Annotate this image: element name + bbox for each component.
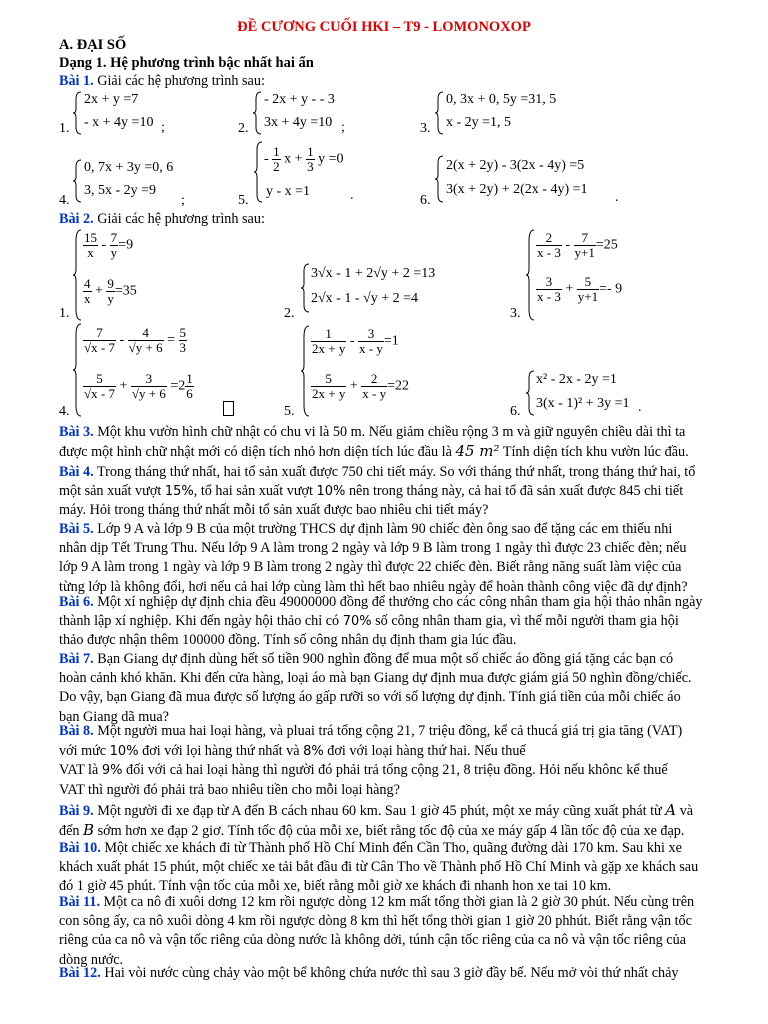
bai2-item-5-number: 5. — [284, 404, 295, 419]
math-expression: 8% — [303, 743, 324, 759]
math-expression: B — [83, 821, 95, 840]
fraction — [577, 275, 599, 304]
placeholder-box-icon — [223, 401, 234, 416]
text-line: đơi với loại hàng thứ hai. Nếu thuế — [327, 742, 526, 759]
bai2-system-6-suffix: . — [638, 400, 642, 415]
bai1-system-3-eq2: x - 2y =1, 5 — [446, 115, 512, 130]
brace-icon — [526, 229, 536, 321]
bai2-system-5-eq2: $\frac{5}{2x + y}$ + $\frac{2}{x - y}$ =22 — [312, 371, 409, 401]
bai1-system-1-eq2: - x + 4y =10 — [84, 115, 154, 130]
bai2-system-5 — [301, 325, 451, 417]
brace-icon — [526, 370, 536, 416]
fraction-numerator: 3 — [358, 327, 384, 342]
brace-icon — [73, 229, 83, 321]
bai2-system-2 — [301, 263, 466, 313]
math-expression: 10% — [316, 484, 346, 500]
bai2-system-3 — [526, 229, 676, 321]
fraction-numerator: 1 — [307, 144, 314, 159]
bai1-item-5-number: 5. — [238, 193, 249, 208]
bai2-intro — [59, 211, 265, 228]
fraction-denominator: y+1 — [577, 289, 599, 304]
text-line: máy. Hỏi trong tháng thứ nhất mỗi tổ sản xuất được bao nhiêu chi tiết máy? — [59, 502, 489, 519]
text-line: đối với cả hai loại hàng thì người đó phải trả tổng cộng 21, 8 triệu đồng. Hỏi nếu khônc kể thuế — [126, 762, 668, 779]
bai9-paragraph — [59, 801, 749, 841]
bai2-system-6 — [526, 370, 656, 416]
fraction-denominator: 6 — [186, 386, 193, 401]
bai12-paragraph — [59, 964, 749, 983]
fraction-denominator: √x - 7 — [84, 386, 115, 401]
text-line: Bạn Giang dự định dùng hết số tiền 900 nghìn đồng để mua một số chiếc áo đồng giá tặng các bạn có — [97, 651, 674, 667]
text-line: riêng của ca nô và vận tốc riêng của dòng nước là không dởi, túnh cận tốc riêng của ca nô và vận tốc riêng của — [59, 932, 687, 949]
text-line: VAT thì người đó phải trả bao nhiêu tiền cho mỗi loại hàng? — [59, 781, 400, 798]
text-line: đó 1 giờ 45 phút. Tính vận tốc của mỗi xe, biết rằng mỗi giờ xe khách đi nhanh hon xe tai 10 km. — [59, 878, 612, 895]
bai2-prompt: Giải các hệ phương trình sau: — [93, 211, 265, 227]
fraction — [361, 372, 387, 401]
text-line: Một người đi xe đạp từ A đến B cách nhau 60 km. Sau 1 giờ 45 phút, một xe máy cũng xuất phát từ — [97, 803, 662, 819]
fraction — [83, 277, 92, 306]
subsection-heading: Dạng 1. Hệ phương trình bậc nhất hai ẩn — [59, 55, 314, 71]
fraction — [83, 326, 116, 355]
bai1-system-4-suffix: ; — [181, 193, 185, 208]
text-line: Tính diện tích khu vườn lúc đầu. — [502, 444, 689, 461]
fraction-numerator: 1 — [273, 144, 280, 159]
bai1-system-1-suffix: ; — [161, 120, 165, 135]
fraction — [306, 145, 315, 174]
bai10-paragraph — [59, 839, 749, 897]
fraction — [179, 326, 188, 355]
fraction-denominator: x - y — [362, 386, 387, 401]
rhs: =35 — [114, 283, 137, 299]
bai1-system-4-eq1: 0, 7x + 3y =0, 6 — [84, 160, 174, 175]
bai1-item-4-number: 4. — [59, 193, 70, 208]
brace-icon — [253, 91, 263, 135]
bai2-item-4-number: 4. — [59, 404, 70, 419]
bai2-item-6-number: 6. — [510, 404, 521, 419]
rhs: =25 — [595, 237, 618, 253]
bai8-label: Bài 8. — [59, 723, 94, 739]
text-line: đến — [59, 823, 80, 840]
fraction-denominator: √x - 7 — [84, 340, 115, 355]
bai1-item-6-number: 6. — [420, 193, 431, 208]
fraction-numerator: 2 — [536, 231, 562, 246]
bai1-system-2-suffix: ; — [341, 120, 345, 135]
bai2-item-2-number: 2. — [284, 306, 295, 321]
text-line: Lớp 9 A và lớp 9 B của một trường THCS dự định làm 90 chiếc đèn ông sao để tặng các em thiếu nhi — [97, 521, 673, 537]
fraction — [536, 231, 562, 260]
document-title: ĐỀ CƯƠNG CUỐI HKI – T9 - LOMONOXOP — [237, 19, 531, 35]
fraction — [311, 327, 346, 356]
bai2-system-3-eq2: $\frac{3}{x - 3}$ + $\frac{5}{y+1}$ =- 9 — [537, 274, 623, 304]
text-line: được một hình chữ nhật mới có diện tích nhỏ hơn diện tích lúc đầu là — [59, 444, 452, 461]
fraction — [110, 231, 119, 260]
math-expression: 15% — [164, 484, 194, 500]
fraction — [536, 275, 562, 304]
bai1-item-3-number: 3. — [420, 121, 431, 136]
text-line: VAT là — [59, 762, 99, 779]
fraction — [83, 231, 98, 260]
text-line: , tổ hai sản xuất vượt — [193, 483, 313, 500]
bai3-label: Bài 3. — [59, 424, 94, 440]
bai2-system-1-eq1: $\frac{15}{x}$ - $\frac{7}{y}$ =9 — [84, 230, 134, 260]
fraction-numerator: 4 — [84, 276, 91, 291]
bai2-item-1-number: 1. — [59, 306, 70, 321]
text-line: con sông ấy, ca nô xuôi dòng 4 km rồi ngược dòng 8 km thì hết tổng thời gian 1 giờ 20 phhút. Biết rằng vận tốc — [59, 913, 692, 930]
bai6-paragraph — [59, 593, 749, 651]
fraction — [574, 231, 596, 260]
fraction-denominator: 2x + y — [312, 341, 346, 356]
text-line: với mức — [59, 742, 107, 759]
bai7-label: Bài 7. — [59, 651, 94, 667]
brace-icon — [73, 159, 83, 203]
text-line: thảo được nhận thêm 100000 đồng. Tính số công nhân dụ định tham gia lúc đầu. — [59, 632, 517, 649]
fraction-denominator: 3 — [179, 340, 187, 355]
brace-icon — [73, 323, 83, 417]
text-line: lớp 9 A làm trong 1 ngày và lớp 9 B làm trong 2 ngày thì được 22 chiếc đèn. Biết rằng năng suất làm việc của — [59, 559, 682, 576]
text-line: dòng nước. — [59, 951, 124, 968]
fraction — [358, 327, 384, 356]
bai6-label: Bài 6. — [59, 594, 94, 610]
text-line: Do vậy, bạn Giang đã mua được số lượng áo gấp rưỡi so với số lượng dự định. Tính giá tiền của mỗi chiếc áo — [59, 689, 681, 706]
rhs: =9 — [118, 237, 134, 253]
text-line: từng lớp là không đổi, hơi nếu cả hai lớp cùng làm thì hết bao nhiêu ngày để hoàn thành công việc đã dự định? — [59, 578, 688, 595]
fraction-numerator: 3 — [536, 275, 562, 290]
bai1-prompt: Giải các hệ phương trình sau: — [93, 73, 265, 89]
fraction-denominator: y+1 — [574, 245, 595, 260]
bai7-paragraph — [59, 650, 749, 727]
bai2-system-1-eq2: $\frac{4}{x}$ + $\frac{9}{y}$ =35 — [84, 276, 137, 306]
bai1-system-3 — [435, 91, 585, 135]
bai1-system-5-suffix: . — [350, 188, 354, 203]
text-line: nên trong tháng này, cả hai tổ đã sản xuất được 845 chi tiết — [348, 483, 684, 500]
fraction-numerator: 5 — [577, 275, 599, 290]
fraction — [128, 326, 164, 355]
fraction-denominator: x - 3 — [537, 289, 561, 304]
fraction-denominator: x — [84, 291, 91, 306]
bai2-system-4-eq2: $\frac{5}{√x - 7}$ + $\frac{3}{√y + 6}$ =2 $\frac{1}{6}$ — [84, 371, 193, 401]
bai1-item-1-number: 1. — [59, 121, 70, 136]
fraction — [83, 372, 116, 401]
text-line: hoàn cảnh khó khăn. Khi đến cửa hàng, loại áo mà bạn Giang dự định mua được giám giá 50 nghìn đồng/chiếc. — [59, 670, 692, 687]
text-line: Một chiếc xe khách đi từ Thành phố Hồ Chí Minh đến Cần Tho, quãng đường dài 170 km. Sau khi xe — [104, 840, 682, 856]
brace-icon — [435, 155, 445, 203]
brace-icon — [254, 141, 264, 203]
fraction-numerator: 9 — [107, 276, 114, 291]
fraction-denominator: x - 3 — [537, 245, 561, 260]
text-line: nhân dịp Tết Trung Thu. Nếu lớp 9 A làm trong 2 ngày và lớp 9 B làm trong 1 ngày thì được 23 chiếc đèn; nếu — [59, 540, 687, 557]
bai1-system-1-eq1: 2x + y =7 — [84, 92, 139, 107]
bai1-system-5-eq2: y - x =1 — [266, 184, 311, 199]
bai11-label: Bài 11. — [59, 894, 100, 910]
text-line: bạn Giang dã mua? — [59, 708, 169, 725]
bai1-system-6 — [435, 155, 625, 203]
fraction-denominator: √y + 6 — [131, 386, 166, 401]
bai2-system-5-eq1: $\frac{1}{2x + y}$ - $\frac{3}{x - y}$ =1 — [312, 326, 399, 356]
fraction — [131, 372, 167, 401]
brace-icon — [435, 91, 445, 135]
text-line: Trong tháng thứ nhất, hai tổ sản xuất được 750 chi tiết máy. So với tháng thứ nhất, trong tháng thứ hai, tổ — [96, 464, 696, 480]
bai1-system-2-eq2: 3x + 4y =10 — [264, 115, 333, 130]
text-line: Một người mua hai loại hàng, và pluai trá tổng cộng 21, 7 triệu đồng, kể cả thucá giá trị gia tăng (VAT) — [97, 723, 683, 739]
text-line: số công nhân tham gia, vì thế mỗi người tham gia hội — [375, 613, 679, 630]
bai1-system-6-eq1: 2(x + 2y) - 3(2x - 4y) =5 — [446, 158, 585, 173]
fraction-numerator: 1 — [186, 371, 193, 386]
bai1-system-3-eq1: 0, 3x + 0, 5y =31, 5 — [446, 92, 557, 107]
bai3-paragraph — [59, 423, 749, 462]
fraction-denominator: 2 — [273, 159, 280, 174]
bai1-system-1 — [73, 91, 193, 135]
bai1-label: Bài 1. — [59, 73, 94, 89]
bai1-system-2-eq1: - 2x + y - - 3 — [264, 92, 335, 107]
text-line: và — [679, 803, 694, 819]
fraction-denominator: y — [110, 245, 118, 260]
fraction-numerator: 4 — [128, 326, 164, 341]
bai1-intro — [59, 73, 265, 90]
brace-icon — [301, 263, 311, 313]
bai8-paragraph — [59, 722, 749, 800]
bai1-system-4-eq2: 3, 5x - 2y =9 — [84, 183, 157, 198]
text-line: khách xuất phát 15 phút, một chiếc xe tải bắt đầu đi từ Cân Tho về Thành phố Hồ Chí Minh và gặp xe khách sau — [59, 859, 699, 876]
bai2-system-4-eq1: $\frac{7}{√x - 7}$ - $\frac{4}{√y + 6}$ = $\frac{5}{3}$ — [84, 325, 187, 355]
section-heading: A. ĐẠI SỐ — [59, 37, 127, 53]
bai4-label: Bài 4. — [59, 464, 94, 480]
rhs: =22 — [387, 378, 409, 394]
bai9-label: Bài 9. — [59, 803, 94, 819]
fraction-numerator: 2 — [361, 372, 387, 387]
fraction-numerator: 3 — [131, 372, 167, 387]
fraction-numerator: 5 — [311, 372, 346, 387]
bai1-system-6-suffix: . — [615, 190, 619, 205]
bai2-system-2-eq2: 2√x - 1 - √y + 2 =4 — [311, 291, 418, 306]
fraction — [272, 145, 281, 174]
bai2-label: Bài 2. — [59, 211, 94, 227]
math-expression: 45 m² — [455, 442, 500, 461]
bai1-system-6-eq2: 3(x + 2y) + 2(2x - 4y) =1 — [446, 182, 588, 197]
bai1-system-5-eq1: - $\frac{1}{2}$ x + $\frac{1}{3}$ y =0 — [264, 144, 344, 174]
brace-icon — [73, 91, 83, 135]
bai2-item-3-number: 3. — [510, 306, 521, 321]
bai1-item-2-number: 2. — [238, 121, 249, 136]
math-expression: 9% — [101, 763, 123, 779]
math-expression: 70% — [342, 614, 372, 630]
fraction-denominator: x — [87, 245, 94, 260]
text-line: Một ca nô đi xuôi dơng 12 km rồi ngược dòng 12 km mất tổng thời gian là 2 giờ 30 phút. Nếu cùng trên — [103, 894, 695, 910]
bai1-system-4 — [73, 159, 208, 208]
bai2-system-3-eq1: $\frac{2}{x - 3}$ - $\frac{7}{y+1}$ =25 — [537, 230, 618, 260]
text-line: Một khu vườn hình chữ nhật có chu vi là 50 m. Nếu giảm chiều rộng 3 m và giữ nguyên chiều dài thì ta — [97, 424, 686, 440]
bai2-system-4 — [73, 323, 243, 417]
fraction-numerator: 1 — [311, 327, 346, 342]
fraction-denominator: √y + 6 — [128, 340, 163, 355]
fraction-numerator: 5 — [83, 372, 116, 387]
fraction-numerator: 7 — [83, 326, 116, 341]
fraction-denominator: y — [107, 291, 114, 306]
fraction-denominator: 3 — [307, 159, 314, 174]
fraction — [185, 372, 194, 401]
bai1-system-5 — [254, 141, 364, 203]
bai12-label: Bài 12. — [59, 965, 101, 981]
fraction-numerator: 7 — [110, 230, 118, 245]
rhs-whole: 2 — [178, 378, 186, 394]
text-line: Hai vòi nước cùng chảy vào một bể không chứa nước thì sau 3 giờ đầy bể. Nếu mở vòi thứ nhất chảy — [104, 965, 679, 981]
bai4-paragraph — [59, 463, 749, 521]
rhs: =1 — [383, 333, 399, 349]
rhs: =- 9 — [599, 281, 623, 297]
brace-icon — [301, 325, 311, 417]
bai5-label: Bài 5. — [59, 521, 94, 537]
fraction — [311, 372, 346, 401]
math-expression: 10% — [109, 743, 139, 759]
fraction-numerator: 7 — [574, 231, 596, 246]
bai11-paragraph — [59, 893, 749, 970]
bai2-system-6-eq1: x² - 2x - 2y =1 — [536, 372, 617, 387]
bai1-system-2 — [253, 91, 363, 135]
fraction-denominator: x - y — [359, 341, 383, 356]
text-line: đơi với lọi hàng thứ nhất và — [142, 742, 300, 759]
fraction — [106, 277, 115, 306]
text-line: sớm hơn xe đạp 2 giơ. Tính tốc độ của mỗi xe, biết rằng tốc độ của xe máy gấp 4 lần tốc độ của xe đạp. — [97, 823, 685, 840]
bai2-system-2-eq1: 3√x - 1 + 2√y + 2 =13 — [311, 266, 436, 281]
bai10-label: Bài 10. — [59, 840, 101, 856]
bai2-system-1 — [73, 229, 183, 321]
fraction-denominator: 2x + y — [312, 386, 346, 401]
text-line: thành lập xí nghiệp. Khi đến ngày hội thảo chỉ có — [59, 613, 340, 630]
math-expression: A — [665, 801, 677, 819]
bai5-paragraph — [59, 520, 749, 597]
fraction-numerator: 15 — [84, 230, 97, 245]
text-line: Một xí nghiệp dự định chia đều 49000000 đồng để thưởng cho các công nhân tham gia hội thảo nhân ngày — [97, 594, 703, 610]
text-line: một sản xuất vượt — [59, 483, 162, 500]
bai2-system-6-eq2: 3(x - 1)² + 3y =1 — [536, 396, 630, 411]
fraction-numerator: 5 — [179, 325, 187, 340]
